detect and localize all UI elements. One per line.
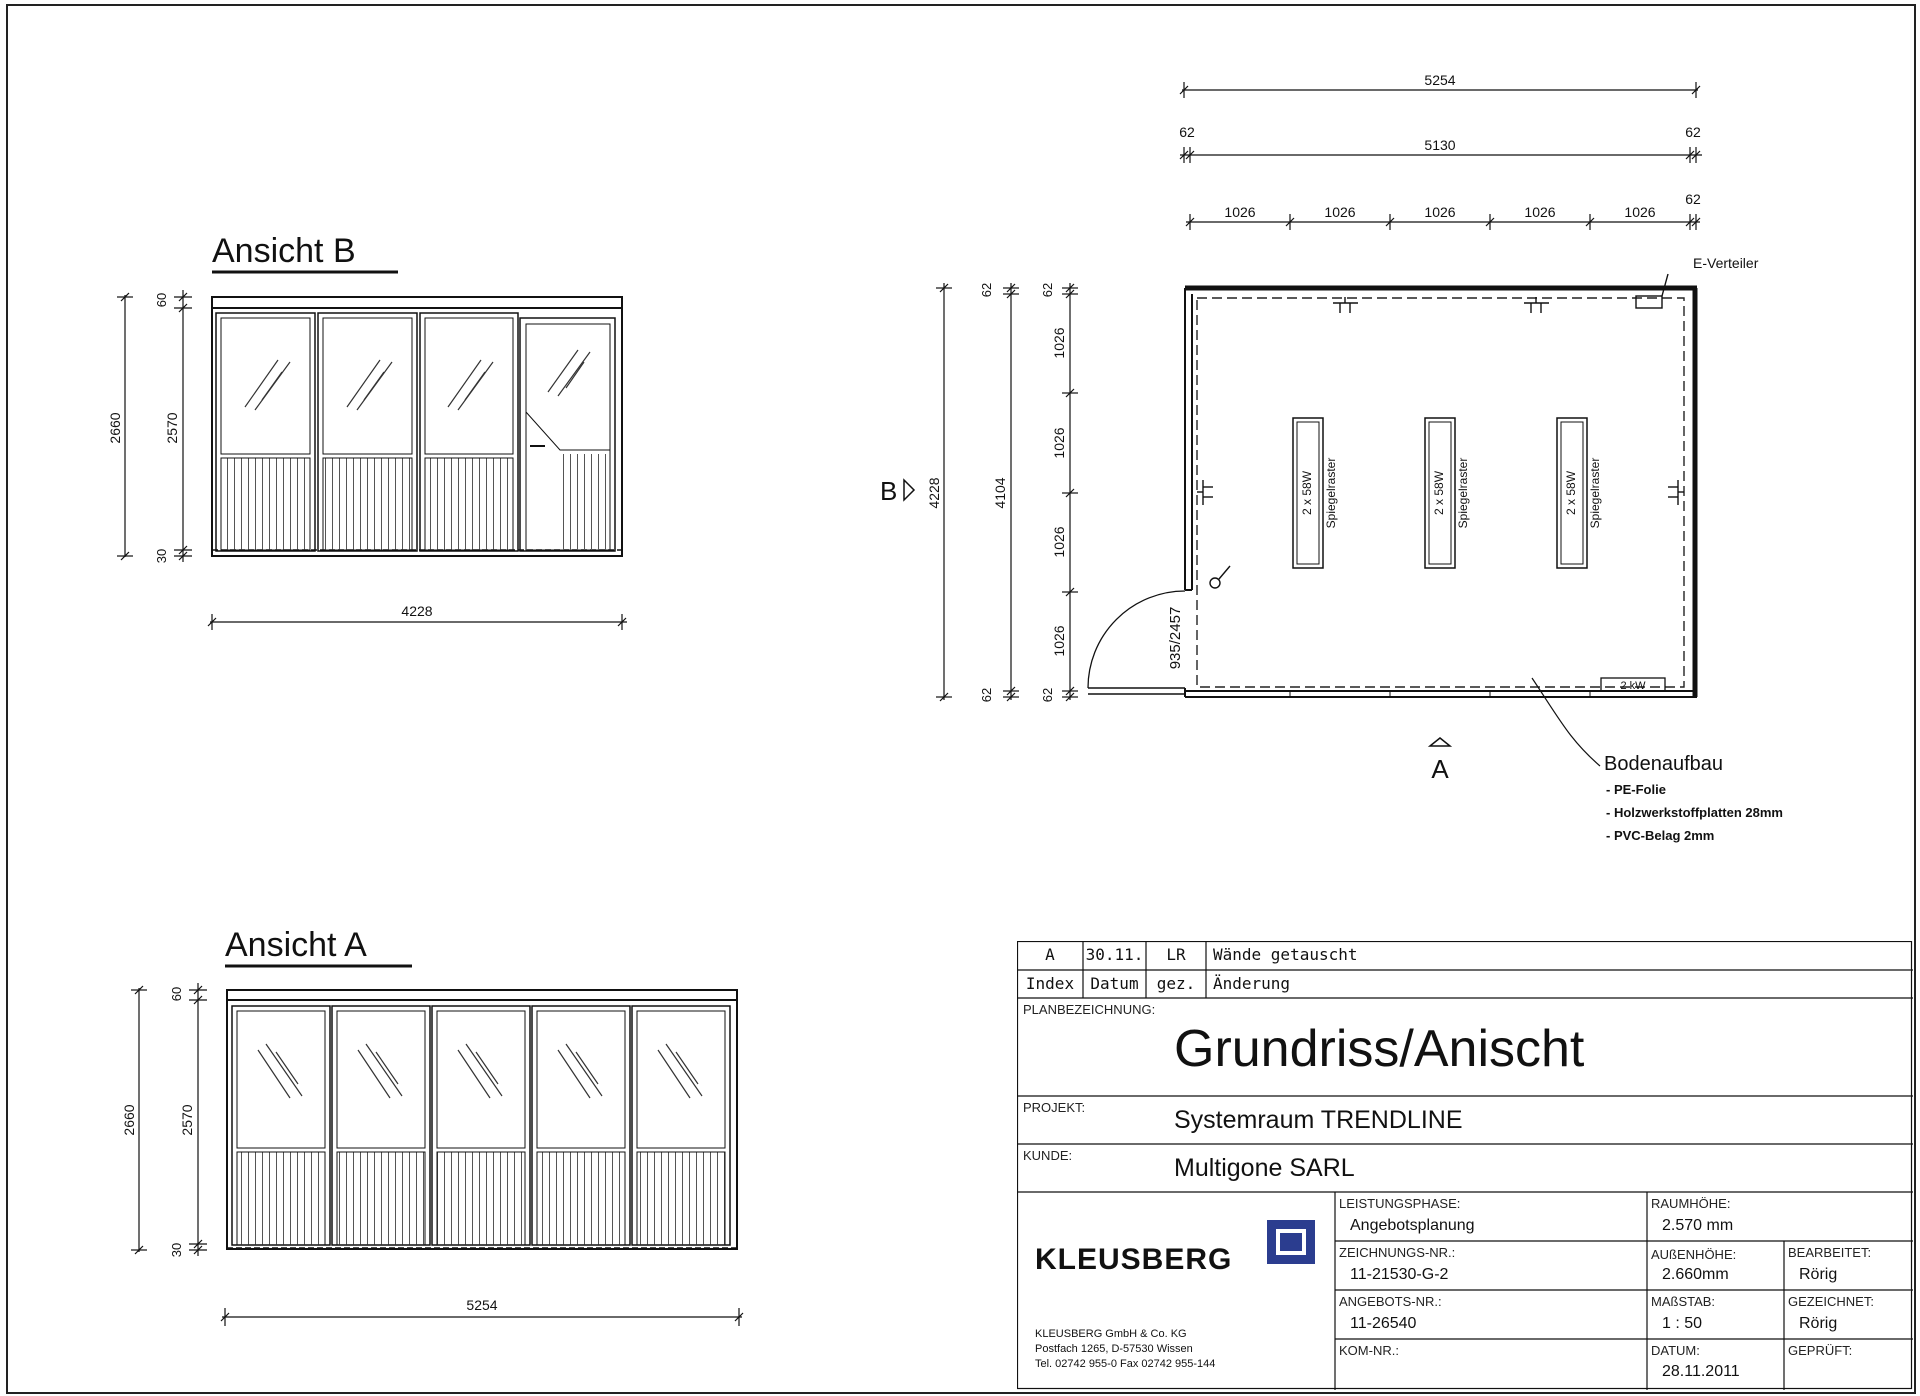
- plan-dim-edge-top-2: 62: [1040, 282, 1055, 298]
- view-a-title: Ansicht A: [225, 926, 367, 964]
- plan-dim-module-1: 1026: [1224, 204, 1256, 220]
- plan-name: Grundriss/Anischt: [1174, 1020, 1585, 1078]
- plan-e-verteiler: E-Verteiler: [1693, 255, 1759, 271]
- company-address-line-1: KLEUSBERG GmbH & Co. KG: [1035, 1328, 1187, 1340]
- plan-dim-edge-bottom-2: 62: [1040, 687, 1055, 703]
- plan-marker-b: B: [880, 476, 898, 506]
- luminaire-1-power: 2 x 58W: [1300, 470, 1314, 516]
- view-a-dim-width: 5254: [466, 1297, 498, 1313]
- plan-door-label: 935/2457: [1167, 606, 1184, 670]
- rev-index: A: [1045, 945, 1055, 964]
- luminaire-3: [1557, 418, 1602, 568]
- phase-value: Angebotsplanung: [1350, 1217, 1475, 1234]
- plan-dim-module-2: 1026: [1324, 204, 1356, 220]
- plan-dim-inner: 5130: [1424, 137, 1456, 153]
- view-b-elevation: [212, 297, 622, 556]
- edited-label: BEARBEITET:: [1788, 1245, 1872, 1260]
- checked-label: GEPRÜFT:: [1788, 1343, 1853, 1358]
- view-a: [121, 926, 743, 1326]
- drawing-no-value: 11-21530-G-2: [1350, 1266, 1449, 1283]
- floor-title: Bodenaufbau: [1604, 753, 1724, 775]
- luminaire-1-type: Spiegelraster: [1324, 457, 1338, 529]
- plan-dim-module-v3: 1026: [1051, 526, 1067, 558]
- floor-plan: [880, 72, 1783, 843]
- plan-marker-a: A: [1431, 754, 1449, 784]
- title-block: [1017, 941, 1913, 1390]
- company-address: [1035, 1327, 1215, 1372]
- view-b-dim-bottom: 30: [154, 548, 169, 564]
- scale-label: MAßSTAB:: [1651, 1294, 1716, 1309]
- view-b-title: Ansicht B: [212, 232, 356, 270]
- view-a-dim-bottom: 30: [169, 1242, 184, 1258]
- rev-header-change: Änderung: [1213, 974, 1291, 993]
- floor-layer-2: - Holzwerkstoffplatten 28mm: [1606, 805, 1783, 820]
- plan-dim-overall: 5254: [1424, 72, 1456, 88]
- drawn-value: Rörig: [1799, 1315, 1838, 1332]
- project-label: PROJEKT:: [1023, 1100, 1086, 1115]
- plan-room: [1088, 255, 1759, 697]
- kom-label: KOM-NR.:: [1339, 1343, 1399, 1358]
- luminaire-2: [1425, 418, 1470, 568]
- luminaire-3-type: Spiegelraster: [1588, 457, 1602, 529]
- room-height-value: 2.570 mm: [1662, 1217, 1734, 1234]
- company-address-line-3: Tel. 02742 955-0 Fax 02742 955-144: [1035, 1358, 1216, 1370]
- luminaire-1: [1293, 418, 1338, 568]
- luminaire-3-power: 2 x 58W: [1564, 470, 1578, 516]
- room-height-label: RAUMHÖHE:: [1651, 1196, 1731, 1211]
- rev-header-index: Index: [1025, 974, 1075, 993]
- outer-height-label: AUßENHÖHE:: [1651, 1247, 1737, 1262]
- view-b: [107, 232, 627, 630]
- plan-dim-module-v1: 1026: [1051, 327, 1067, 359]
- plan-dim-edge-right-2: 62: [1685, 191, 1701, 207]
- plan-dim-edge-bottom: 62: [979, 687, 994, 703]
- floor-layer-1: - PE-Folie: [1606, 782, 1666, 797]
- plan-dim-edge-top: 62: [979, 282, 994, 298]
- plan-dim-depth-inner: 4104: [992, 477, 1008, 509]
- drawn-label: GEZEICHNET:: [1788, 1294, 1874, 1309]
- view-a-dim-top: 60: [169, 986, 184, 1002]
- phase-label: LEISTUNGSPHASE:: [1339, 1196, 1461, 1211]
- date-value: 28.11.2011: [1662, 1363, 1740, 1380]
- plan-dim-module-v2: 1026: [1051, 427, 1067, 459]
- date-label: DATUM:: [1651, 1343, 1700, 1358]
- plan-dim-module-3: 1026: [1424, 204, 1456, 220]
- edited-value: Rörig: [1799, 1266, 1838, 1283]
- plan-dim-module-5: 1026: [1624, 204, 1656, 220]
- plan-dim-depth-total: 4228: [926, 477, 942, 509]
- rev-header-drawn: gez.: [1156, 974, 1196, 993]
- customer-name: Multigone SARL: [1174, 1154, 1355, 1182]
- luminaire-2-power: 2 x 58W: [1432, 470, 1446, 516]
- outer-height-value: 2.660mm: [1662, 1266, 1729, 1283]
- view-b-dim-total-height: 2660: [107, 412, 123, 444]
- luminaire-2-type: Spiegelraster: [1456, 457, 1470, 529]
- rev-date: 30.11.: [1085, 945, 1144, 964]
- plan-dim-module-v4: 1026: [1051, 625, 1067, 657]
- drawing-no-label: ZEICHNUNGS-NR.:: [1339, 1245, 1456, 1260]
- view-b-dim-inner-height: 2570: [164, 412, 180, 444]
- plan-dim-edge-right: 62: [1685, 124, 1701, 140]
- scale-value: 1 : 50: [1662, 1315, 1703, 1332]
- company-logo-icon: [1267, 1220, 1315, 1264]
- plan-heater-label: 2 kW: [1620, 680, 1646, 692]
- company-address-line-2: Postfach 1265, D-57530 Wissen: [1035, 1343, 1193, 1355]
- plan-dim-edge-left: 62: [1179, 124, 1195, 140]
- plan-label: PLANBEZEICHNUNG:: [1023, 1002, 1156, 1017]
- view-a-dim-total-height: 2660: [121, 1104, 137, 1136]
- rev-change: Wände getauscht: [1213, 945, 1358, 964]
- offer-no-label: ANGEBOTS-NR.:: [1339, 1294, 1442, 1309]
- company-logo-text: KLEUSBERG: [1035, 1243, 1233, 1276]
- customer-label: KUNDE:: [1023, 1148, 1073, 1163]
- view-a-elevation: [227, 990, 737, 1249]
- plan-dim-module-4: 1026: [1524, 204, 1556, 220]
- view-b-dim-top: 60: [154, 292, 169, 308]
- view-b-dim-width: 4228: [401, 603, 433, 619]
- project-name: Systemraum TRENDLINE: [1174, 1106, 1463, 1134]
- view-a-dim-inner-height: 2570: [179, 1104, 195, 1136]
- rev-drawn: LR: [1166, 945, 1186, 964]
- offer-no-value: 11-26540: [1350, 1315, 1417, 1332]
- rev-header-date: Datum: [1090, 974, 1139, 993]
- floor-layer-3: - PVC-Belag 2mm: [1606, 828, 1715, 843]
